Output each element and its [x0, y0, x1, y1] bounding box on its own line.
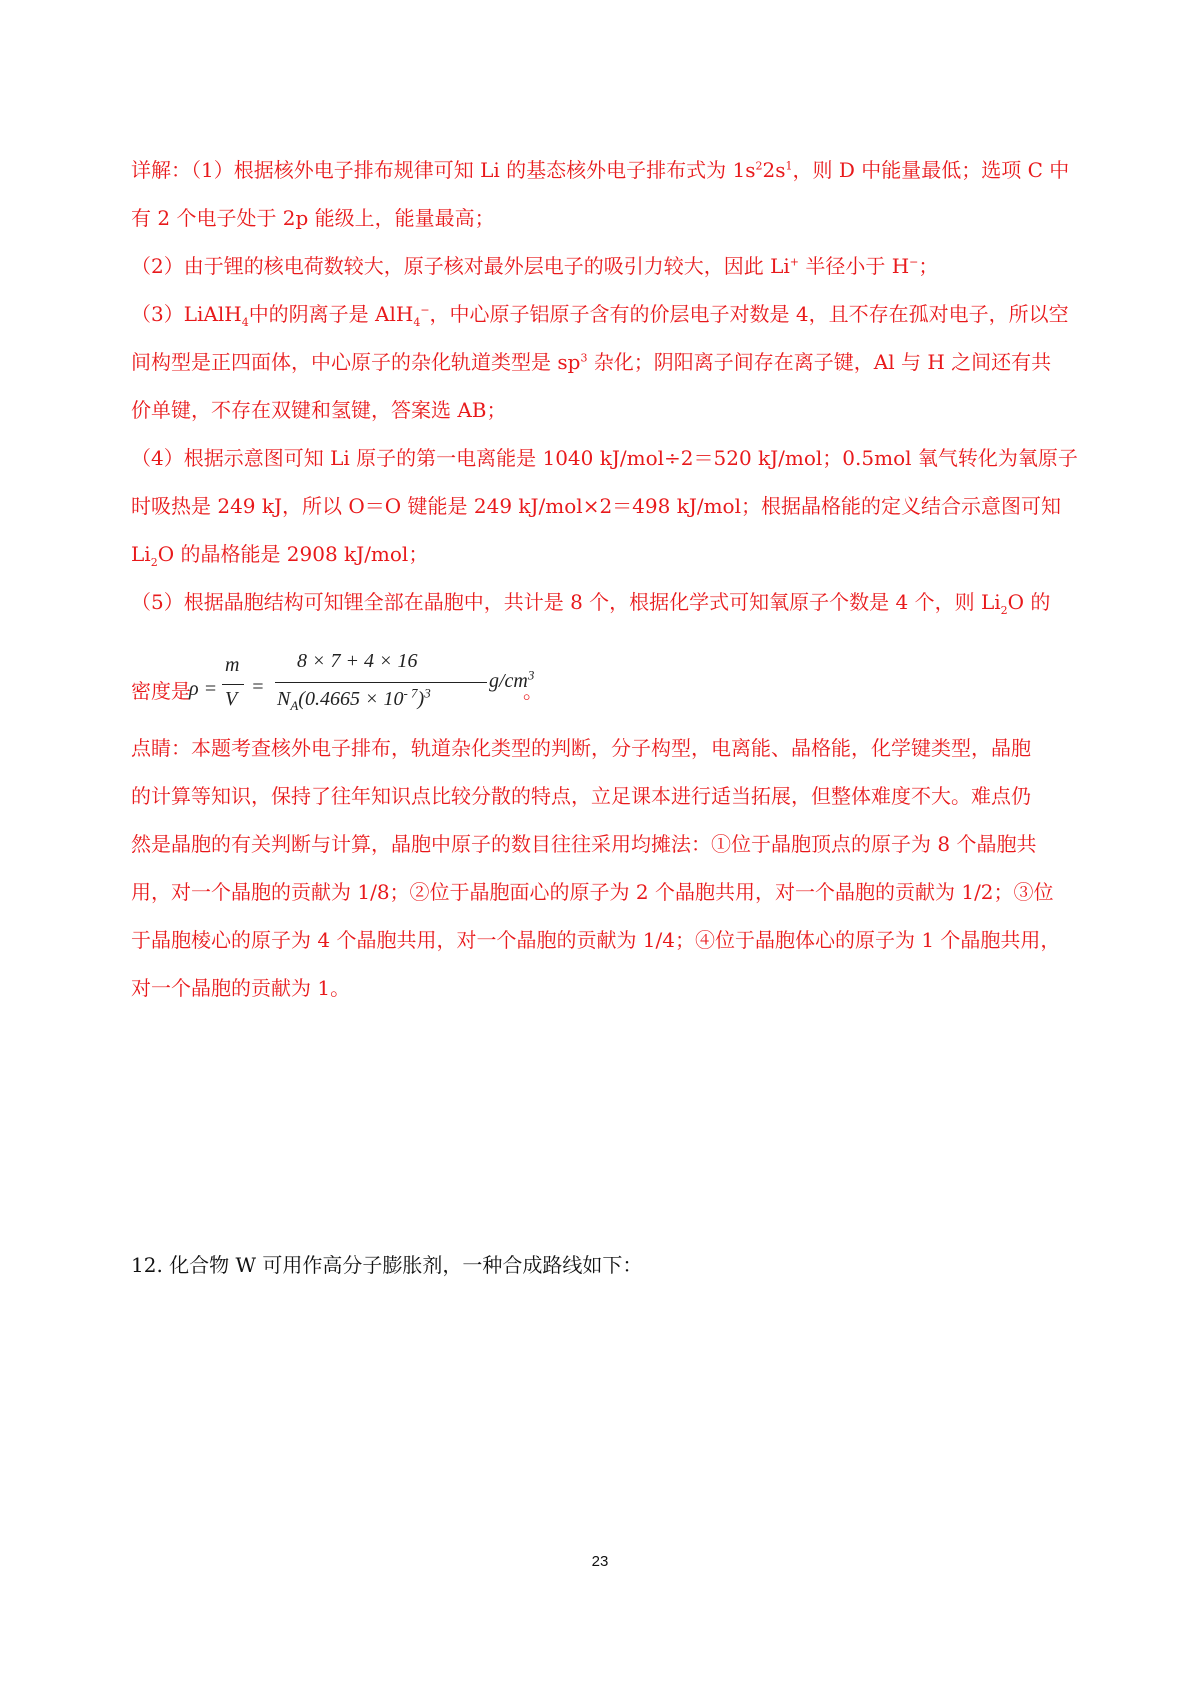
comment-line-2: 的计算等知识，保持了往年知识点比较分散的特点，立足课本进行适当拓展，但整体难度不大。难点仍 [131, 784, 1031, 808]
formula-eq: = [251, 676, 265, 698]
page-number: 23 [591, 1553, 609, 1570]
formula-bar-mv [222, 684, 244, 685]
explanation-line-7: （4）根据示意图可知 Li 原子的第一电离能是 1040 kJ/mol÷2＝520 kJ/mol；0.5mol 氧气转化为氧原子 [131, 446, 1078, 470]
explanation-line-2: 有 2 个电子处于 2p 能级上，能量最高； [131, 206, 495, 230]
formula-V: V [225, 688, 238, 710]
explanation-line-10: （5）根据晶胞结构可知锂全部在晶胞中，共计是 8 个，根据化学式可知氧原子个数是 4 个，则 $Li_2O$ 的 [131, 590, 1051, 617]
density-label: 密度是 [131, 679, 191, 703]
comment-line-5: 于晶胞棱心的原子为 4 个晶胞共用，对一个晶胞的贡献为 1/4；④位于晶胞体心的原子为 1 个晶胞共用， [131, 928, 1061, 952]
formula-m: m [225, 654, 240, 676]
explanation-line-5: 间构型是正四面体，中心原子的杂化轨道类型是 $sp^3$ 杂化；阴阳离子间存在离子键，Al 与 H 之间还有共 [131, 350, 1052, 374]
explanation-line-9: $Li_2O$ 的晶格能是 2908 kJ/mol； [131, 542, 429, 569]
density-formula [189, 636, 535, 716]
formula-unit: $g/cm^3$ [489, 667, 535, 692]
explanation-line-1: 详解：（1）根据核外电子排布规律可知 Li 的基态核外电子排布式为 $1s^22s^1$，则 D 中能量最低；选项 C 中 [131, 158, 1070, 182]
explanation-line-4: （3）LiAlH$_4$中的阴离子是 AlH$_4$−，中心原子铝原子含有的价层电子对数是 4，且不存在孤对电子，所以空 [131, 302, 1069, 329]
explanation-line-6: 价单键，不存在双键和氢键，答案选 AB； [131, 398, 507, 422]
comment-line-1: 点睛：本题考查核外电子排布，轨道杂化类型的判断，分子构型，电离能、晶格能，化学键类型，晶胞 [131, 736, 1031, 760]
answer-explanation [131, 146, 1091, 1012]
formula-period: 。 [523, 679, 543, 703]
formula-numerator: 8 × 7 + 4 × 16 [297, 650, 418, 672]
explanation-line-8: 时吸热是 249 kJ，所以 O＝O 键能是 249 kJ/mol×2＝498 kJ/mol；根据晶格能的定义结合示意图可知 [131, 494, 1061, 518]
comment-line-3: 然是晶胞的有关判断与计算，晶胞中原子的数目往往采用均摊法：①位于晶胞顶点的原子为 8 个晶胞共 [131, 832, 1037, 856]
comment-line-6: 对一个晶胞的贡献为 1。 [131, 976, 351, 1000]
explanation-line-3: （2）由于锂的核电荷数较大，原子核对最外层电子的吸引力较大，因此 Li+ 半径小于 H−； [131, 254, 939, 278]
density-formula-line [131, 626, 1091, 718]
formula-denominator: $N_A(0.4665 \times 10^{- 7})^3$ [277, 685, 431, 713]
question-12: 12. 化合物 W 可用作高分子膨胀剂，一种合成路线如下： [131, 1253, 643, 1277]
comment-line-4: 用，对一个晶胞的贡献为 1/8；②位于晶胞面心的原子为 2 个晶胞共用，对一个晶胞的贡献为 1/2；③位 [131, 880, 1054, 904]
formula-rho: ρ = [189, 678, 218, 700]
formula-bar-main [275, 682, 487, 683]
